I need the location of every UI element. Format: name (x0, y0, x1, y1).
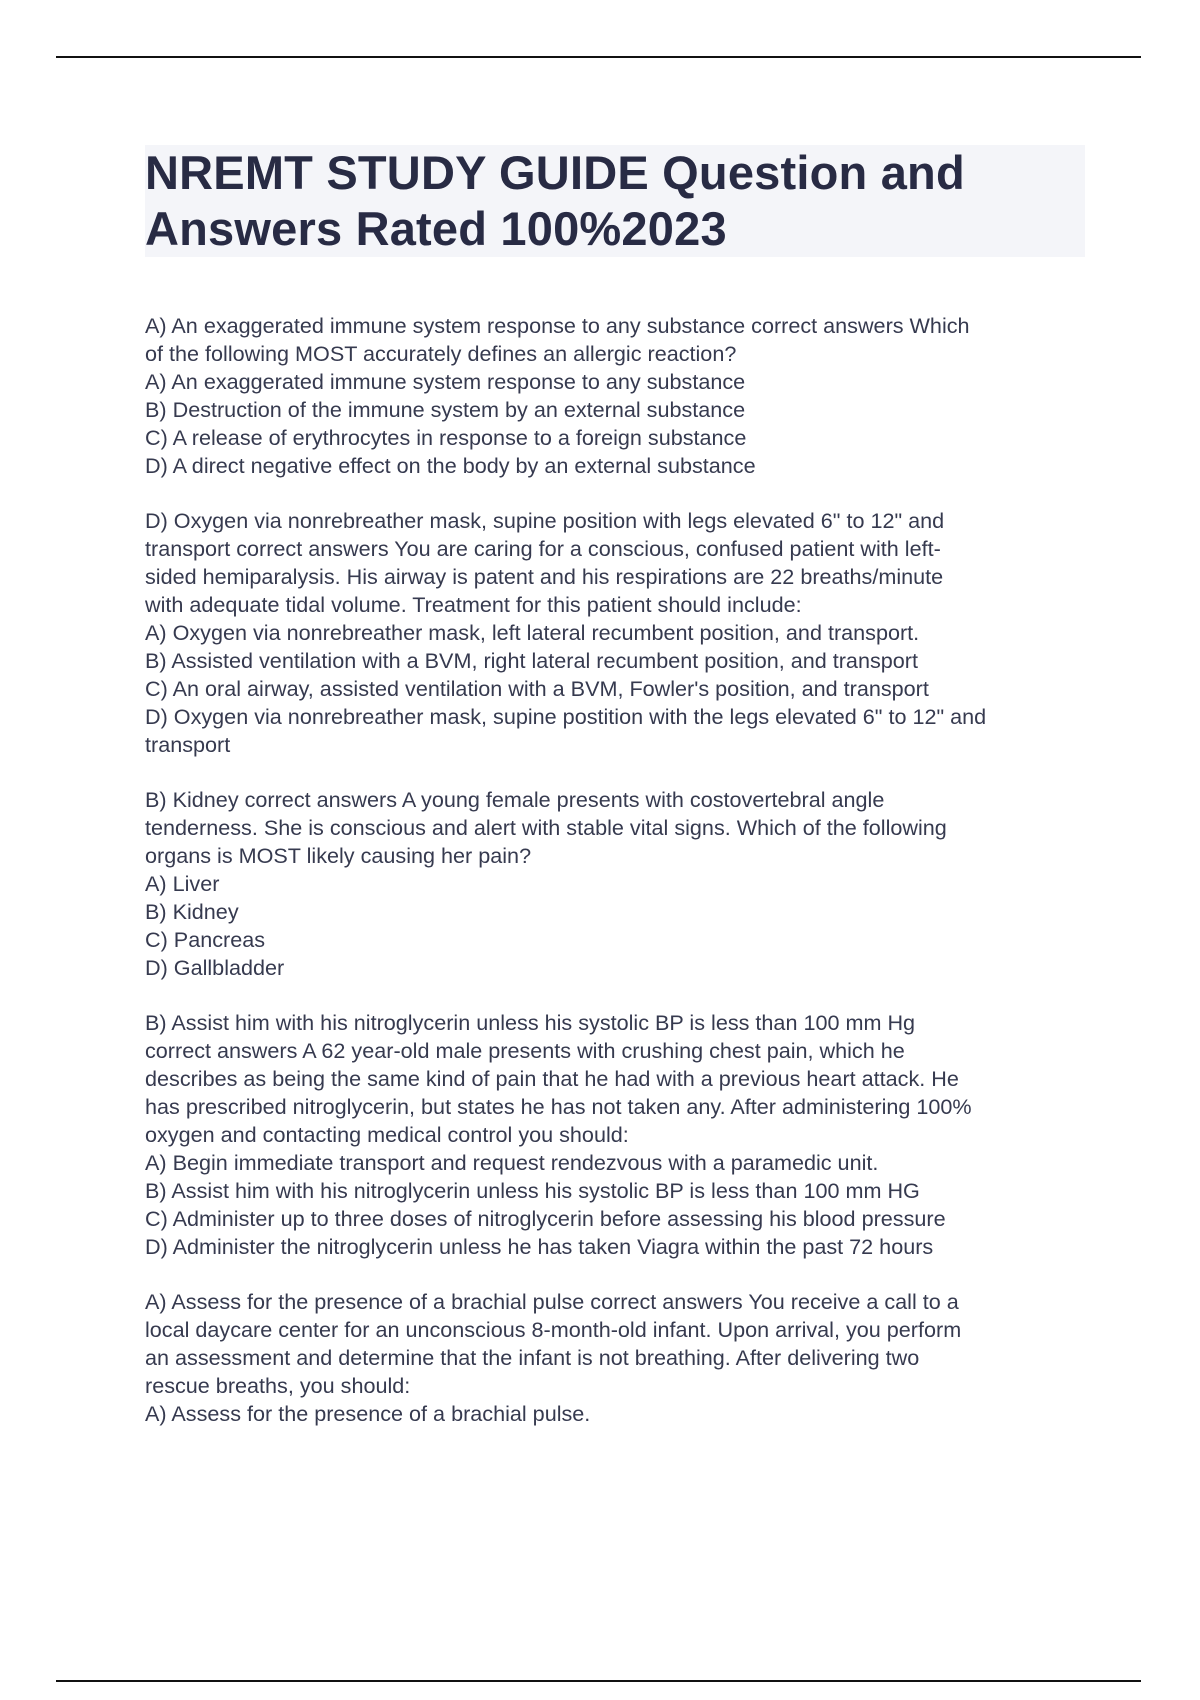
bottom-rule (56, 1680, 1141, 1682)
question-4-option-d: D) Administer the nitroglycerin unless he has taken Viagra within the past 72 hours (145, 1234, 934, 1259)
question-5-line-4: rescue breaths, you should: (145, 1373, 411, 1398)
top-rule (56, 56, 1141, 58)
question-block-5 (145, 1288, 1095, 1428)
title-line-1: NREMT STUDY GUIDE Question and (145, 146, 965, 199)
question-2-option-d-cont: transport (145, 732, 231, 757)
question-3-option-a: A) Liver (145, 871, 220, 896)
question-block-2 (145, 507, 1095, 759)
question-1-option-a: A) An exaggerated immune system response to any substance (145, 369, 746, 394)
question-3-line-1: B) Kidney correct answers A young female presents with costovertebral angle (145, 787, 885, 812)
question-block-3 (145, 786, 1095, 982)
question-4-line-4: has prescribed nitroglycerin, but states he has not taken any. After administering 100% (145, 1094, 972, 1119)
title-line-2: Answers Rated 100%2023 (145, 202, 727, 255)
question-2-option-a: A) Oxygen via nonrebreather mask, left lateral recumbent position, and transport. (145, 620, 920, 645)
question-1-line-2: of the following MOST accurately defines an allergic reaction? (145, 341, 737, 366)
question-4-option-a: A) Begin immediate transport and request rendezvous with a paramedic unit. (145, 1150, 879, 1175)
question-2-line-4: with adequate tidal volume. Treatment for this patient should include: (145, 592, 802, 617)
question-2-option-d: D) Oxygen via nonrebreather mask, supine postition with the legs elevated 6" to 12" and (145, 704, 987, 729)
question-4-line-3: describes as being the same kind of pain that he had with a previous heart attack. He (145, 1066, 959, 1091)
question-5-line-1: A) Assess for the presence of a brachial pulse correct answers You receive a call to a (145, 1289, 959, 1314)
question-1-line-1: A) An exaggerated immune system response to any substance correct answers Which (145, 313, 970, 338)
question-5-line-2: local daycare center for an unconscious 8-month-old infant. Upon arrival, you perform (145, 1317, 962, 1342)
question-2-line-3: sided hemiparalysis. His airway is patent and his respirations are 22 breaths/minute (145, 564, 944, 589)
question-2-option-c: C) An oral airway, assisted ventilation with a BVM, Fowler's position, and transport (145, 676, 929, 701)
question-3-option-c: C) Pancreas (145, 927, 266, 952)
question-3-option-b: B) Kidney (145, 899, 239, 924)
question-4-line-2: correct answers A 62 year-old male presents with crushing chest pain, which he (145, 1038, 905, 1063)
question-1-option-b: B) Destruction of the immune system by an external substance (145, 397, 746, 422)
document-body (145, 312, 1095, 1455)
question-5-line-3: an assessment and determine that the infant is not breathing. After delivering two (145, 1345, 920, 1370)
question-4-option-c: C) Administer up to three doses of nitroglycerin before assessing his blood pressure (145, 1206, 946, 1231)
question-block-1 (145, 312, 1095, 480)
question-2-line-2: transport correct answers You are caring for a conscious, confused patient with left- (145, 536, 941, 561)
question-1-option-d: D) A direct negative effect on the body by an external substance (145, 453, 756, 478)
question-block-4 (145, 1009, 1095, 1261)
question-4-line-5: oxygen and contacting medical control you should: (145, 1122, 629, 1147)
question-1-option-c: C) A release of erythrocytes in response to a foreign substance (145, 425, 747, 450)
question-3-line-2: tenderness. She is conscious and alert with stable vital signs. Which of the following (145, 815, 947, 840)
question-3-line-3: organs is MOST likely causing her pain? (145, 843, 532, 868)
question-5-option-a: A) Assess for the presence of a brachial pulse. (145, 1401, 591, 1426)
question-2-option-b: B) Assisted ventilation with a BVM, right lateral recumbent position, and transport (145, 648, 918, 673)
question-2-line-1: D) Oxygen via nonrebreather mask, supine position with legs elevated 6" to 12" and (145, 508, 945, 533)
question-4-line-1: B) Assist him with his nitroglycerin unless his systolic BP is less than 100 mm Hg (145, 1010, 916, 1035)
question-4-option-b: B) Assist him with his nitroglycerin unless his systolic BP is less than 100 mm HG (145, 1178, 920, 1203)
question-3-option-d: D) Gallbladder (145, 955, 285, 980)
document-title (145, 145, 1085, 257)
